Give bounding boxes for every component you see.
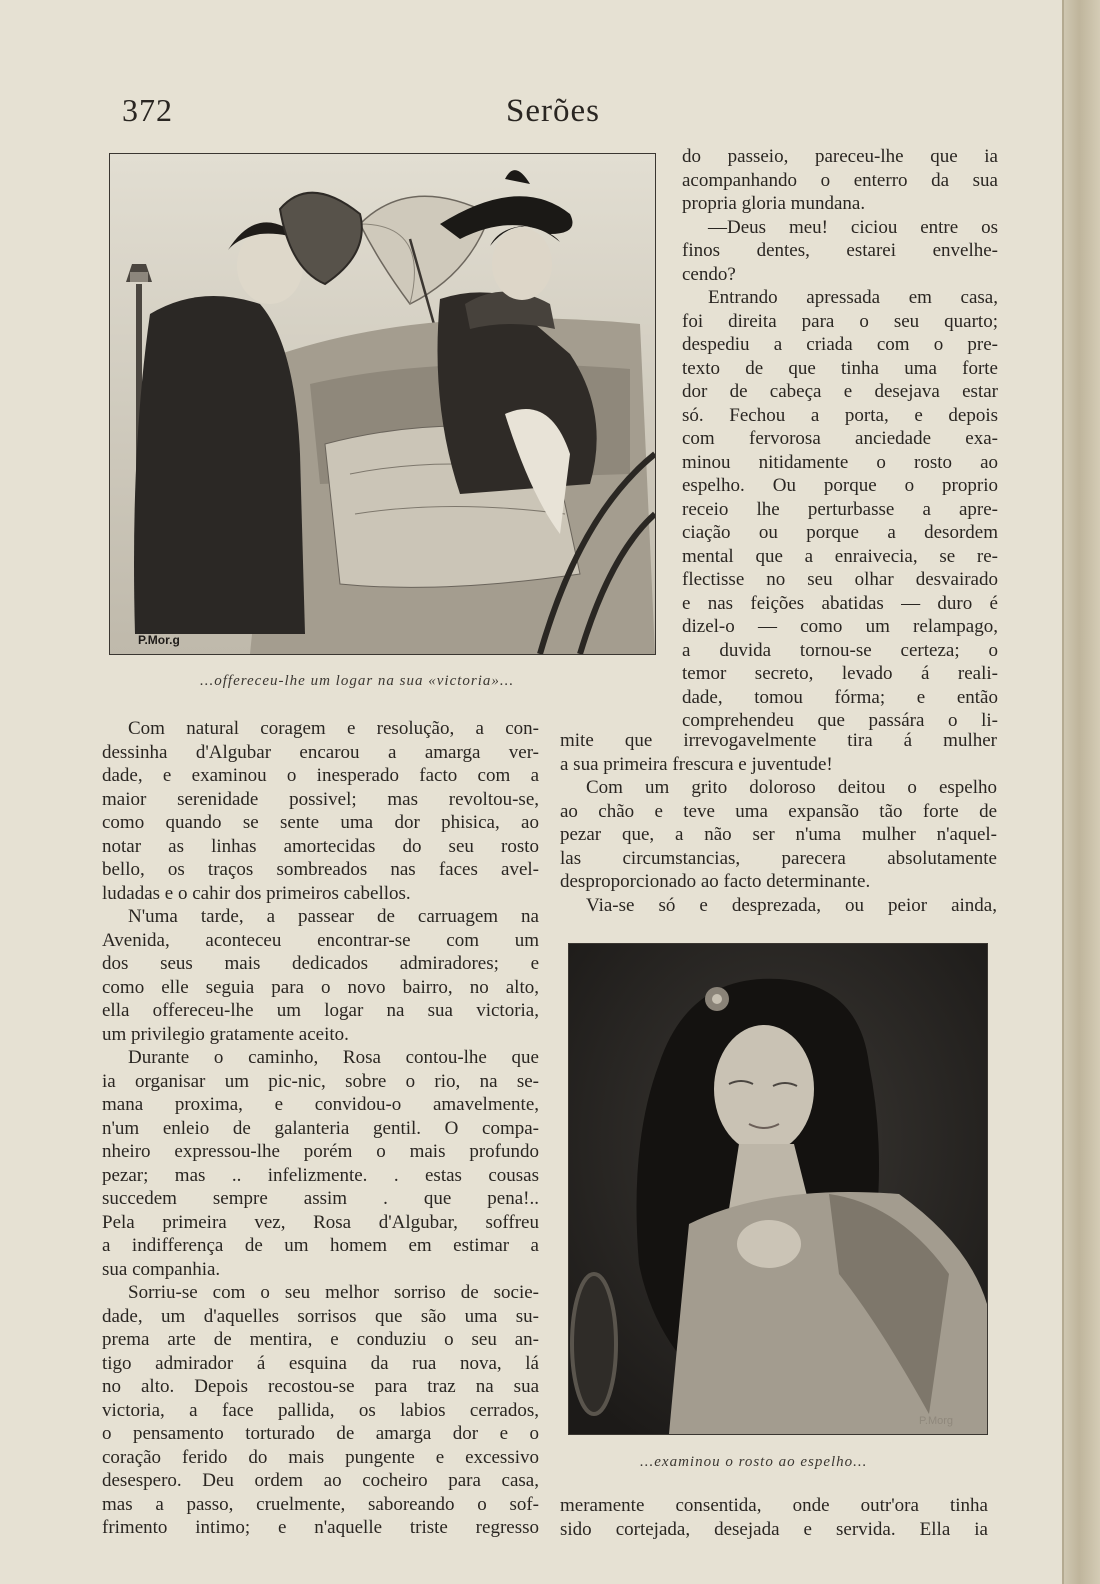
text-line: texto de que tinha uma forte bbox=[682, 357, 998, 379]
text-line: mana proxima, e convidou-o amavelmente, bbox=[102, 1094, 539, 1115]
text-line: succedem sempre assim . que pena!.. bbox=[102, 1188, 539, 1209]
text-line: maior serenidade possivel; mas revoltou-se, bbox=[102, 788, 539, 810]
text-line: o pensamento torturado de amarga dor e o bbox=[102, 1423, 539, 1444]
text-line: pezar que, a não ser n'uma mulher n'aquel- bbox=[560, 824, 997, 845]
text-line: ludadas e o cahir dos primeiros cabellos. bbox=[102, 882, 411, 904]
text-line: como elle seguia para o novo bairro, no alto, bbox=[102, 976, 539, 998]
text-line: dos seus mais dedicados admiradores; e bbox=[102, 953, 539, 974]
text-line: sua companhia. bbox=[102, 1258, 221, 1280]
text-line: tigo admirador á esquina da rua nova, lá bbox=[102, 1352, 539, 1374]
portrait-signature: P.Morg bbox=[919, 1415, 954, 1427]
text-line: ia organisar um pic-nic, sobre o rio, na se- bbox=[102, 1070, 539, 1092]
text-line: frimento intimo; e n'aquelle triste regresso bbox=[102, 1517, 539, 1538]
text-line: dade, um d'aquelles sorrisos que são uma su- bbox=[102, 1305, 539, 1327]
right-column-bottom bbox=[560, 1494, 988, 1541]
text-line: Pela primeira vez, Rosa d'Algubar, soffreu bbox=[102, 1211, 539, 1233]
text-line: cendo? bbox=[682, 263, 736, 285]
text-line: notar as linhas amortecidas do seu rosto bbox=[102, 835, 539, 857]
text-line: Com natural coragem e resolução, a con- bbox=[128, 718, 539, 739]
text-line: N'uma tarde, a passear de carruagem na bbox=[128, 906, 539, 927]
right-column-middle bbox=[560, 729, 997, 917]
adjacent-page-edge bbox=[1062, 0, 1100, 1584]
text-line: desproporcionado ao facto determinante. bbox=[560, 871, 871, 892]
text-line: —Deus meu! ciciou entre os bbox=[708, 216, 998, 238]
text-line: a sua primeira frescura e juventude! bbox=[560, 753, 833, 775]
text-line: receio lhe perturbasse a apre- bbox=[682, 498, 998, 520]
text-line: Entrando apressada em casa, bbox=[708, 287, 998, 308]
text-line: dade, tomou fórma; e então bbox=[682, 686, 998, 708]
text-line: minou nitidamente o rosto ao bbox=[682, 451, 998, 473]
text-line: espelho. Ou porque o proprio bbox=[682, 475, 998, 496]
caption-bottom: ...examinou o rosto ao espelho... bbox=[640, 1454, 868, 1470]
text-line: ciação ou porque a desordem bbox=[682, 522, 998, 543]
text-line: mite que irrevogavelmente tira á mulher bbox=[560, 730, 997, 751]
text-line: no alto. Depois recostou-se para traz na sua bbox=[102, 1376, 539, 1397]
left-column bbox=[102, 717, 539, 1540]
text-line: bello, os traços sombreados nas faces avel- bbox=[102, 859, 539, 880]
running-title: Serões bbox=[506, 93, 600, 129]
text-line: só. Fechou a porta, e depois bbox=[682, 404, 998, 426]
text-line: dade, e examinou o inesperado facto com a bbox=[102, 765, 539, 786]
text-line: temor secreto, levado á reali- bbox=[682, 663, 998, 684]
text-line: n'um enleio de galanteria gentil. O compa- bbox=[102, 1117, 539, 1139]
text-line: despediu a criada com o pre- bbox=[682, 334, 998, 355]
text-line: Com um grito doloroso deitou o espelho bbox=[586, 777, 997, 798]
text-line: meramente consentida, onde outr'ora tinha bbox=[560, 1495, 988, 1516]
text-line: Avenida, aconteceu encontrar-se com um bbox=[102, 929, 539, 951]
text-line: acompanhando o enterro da sua bbox=[682, 169, 998, 191]
text-line: e nas feições abatidas — duro é bbox=[682, 592, 998, 614]
text-line: Sorriu-se com o seu melhor sorriso de socie- bbox=[128, 1282, 539, 1303]
page-number: 372 bbox=[122, 92, 173, 128]
illustration-woman-mirror bbox=[568, 943, 988, 1435]
text-line: com fervorosa anciedade exa- bbox=[682, 428, 998, 449]
text-line: coração ferido do mais pungente e excessivo bbox=[102, 1446, 539, 1468]
text-line: Via-se só e desprezada, ou peior ainda, bbox=[586, 894, 997, 916]
text-line: dor de cabeça e desejava estar bbox=[682, 381, 998, 402]
text-line: dessinha d'Algubar encarou a amarga ver- bbox=[102, 741, 539, 763]
text-line: pezar; mas .. infelizmente. . estas cousas bbox=[102, 1164, 539, 1186]
text-line: foi direita para o seu quarto; bbox=[682, 310, 998, 332]
text-line: victoria, a face pallida, os labios cerrados, bbox=[102, 1399, 539, 1421]
text-line: prema arte de mentira, e conduziu o seu an- bbox=[102, 1329, 539, 1350]
carriage-scene-drawing bbox=[110, 154, 655, 654]
caption-top: ...offereceu-lhe um logar na sua «victoria»... bbox=[200, 673, 515, 689]
right-column-top bbox=[682, 145, 998, 733]
illustration-signature: P.Mor.g bbox=[138, 633, 180, 647]
text-line: um privilegio gratamente aceito. bbox=[102, 1023, 349, 1045]
text-line: propria gloria mundana. bbox=[682, 193, 866, 214]
text-line: las circumstancias, parecera absolutamente bbox=[560, 847, 997, 869]
text-line: dizel-o — como um relampago, bbox=[682, 616, 998, 637]
text-line: ella offereceu-lhe um logar na sua victoria, bbox=[102, 1000, 539, 1021]
text-line: Durante o caminho, Rosa contou-lhe que bbox=[128, 1047, 539, 1068]
text-line: ao chão e teve uma expansão tão forte de bbox=[560, 800, 997, 822]
text-line: nheiro expressou-lhe porém o mais profundo bbox=[102, 1141, 539, 1162]
text-line: desespero. Deu ordem ao cocheiro para casa, bbox=[102, 1470, 539, 1491]
text-line: mas a passo, cruelmente, saboreando o sof- bbox=[102, 1493, 539, 1515]
woman-portrait-drawing bbox=[569, 944, 987, 1434]
text-line: flectisse no seu olhar desvairado bbox=[682, 569, 998, 590]
text-line: finos dentes, estarei envelhe- bbox=[682, 240, 998, 261]
text-line: a indifferença de um homem em estimar a bbox=[102, 1235, 539, 1256]
text-line: do passeio, pareceu-lhe que ia bbox=[682, 146, 998, 167]
illustration-carriage bbox=[109, 153, 656, 655]
text-line: como quando se sente uma dor phisica, ao bbox=[102, 812, 539, 833]
text-line: sido cortejada, desejada e servida. Ella ia bbox=[560, 1518, 988, 1540]
text-line: a duvida tornou-se certeza; o bbox=[682, 639, 998, 661]
text-line: comprehendeu que passára o li- bbox=[682, 710, 998, 731]
text-line: mental que a enraivecia, se re- bbox=[682, 545, 998, 567]
